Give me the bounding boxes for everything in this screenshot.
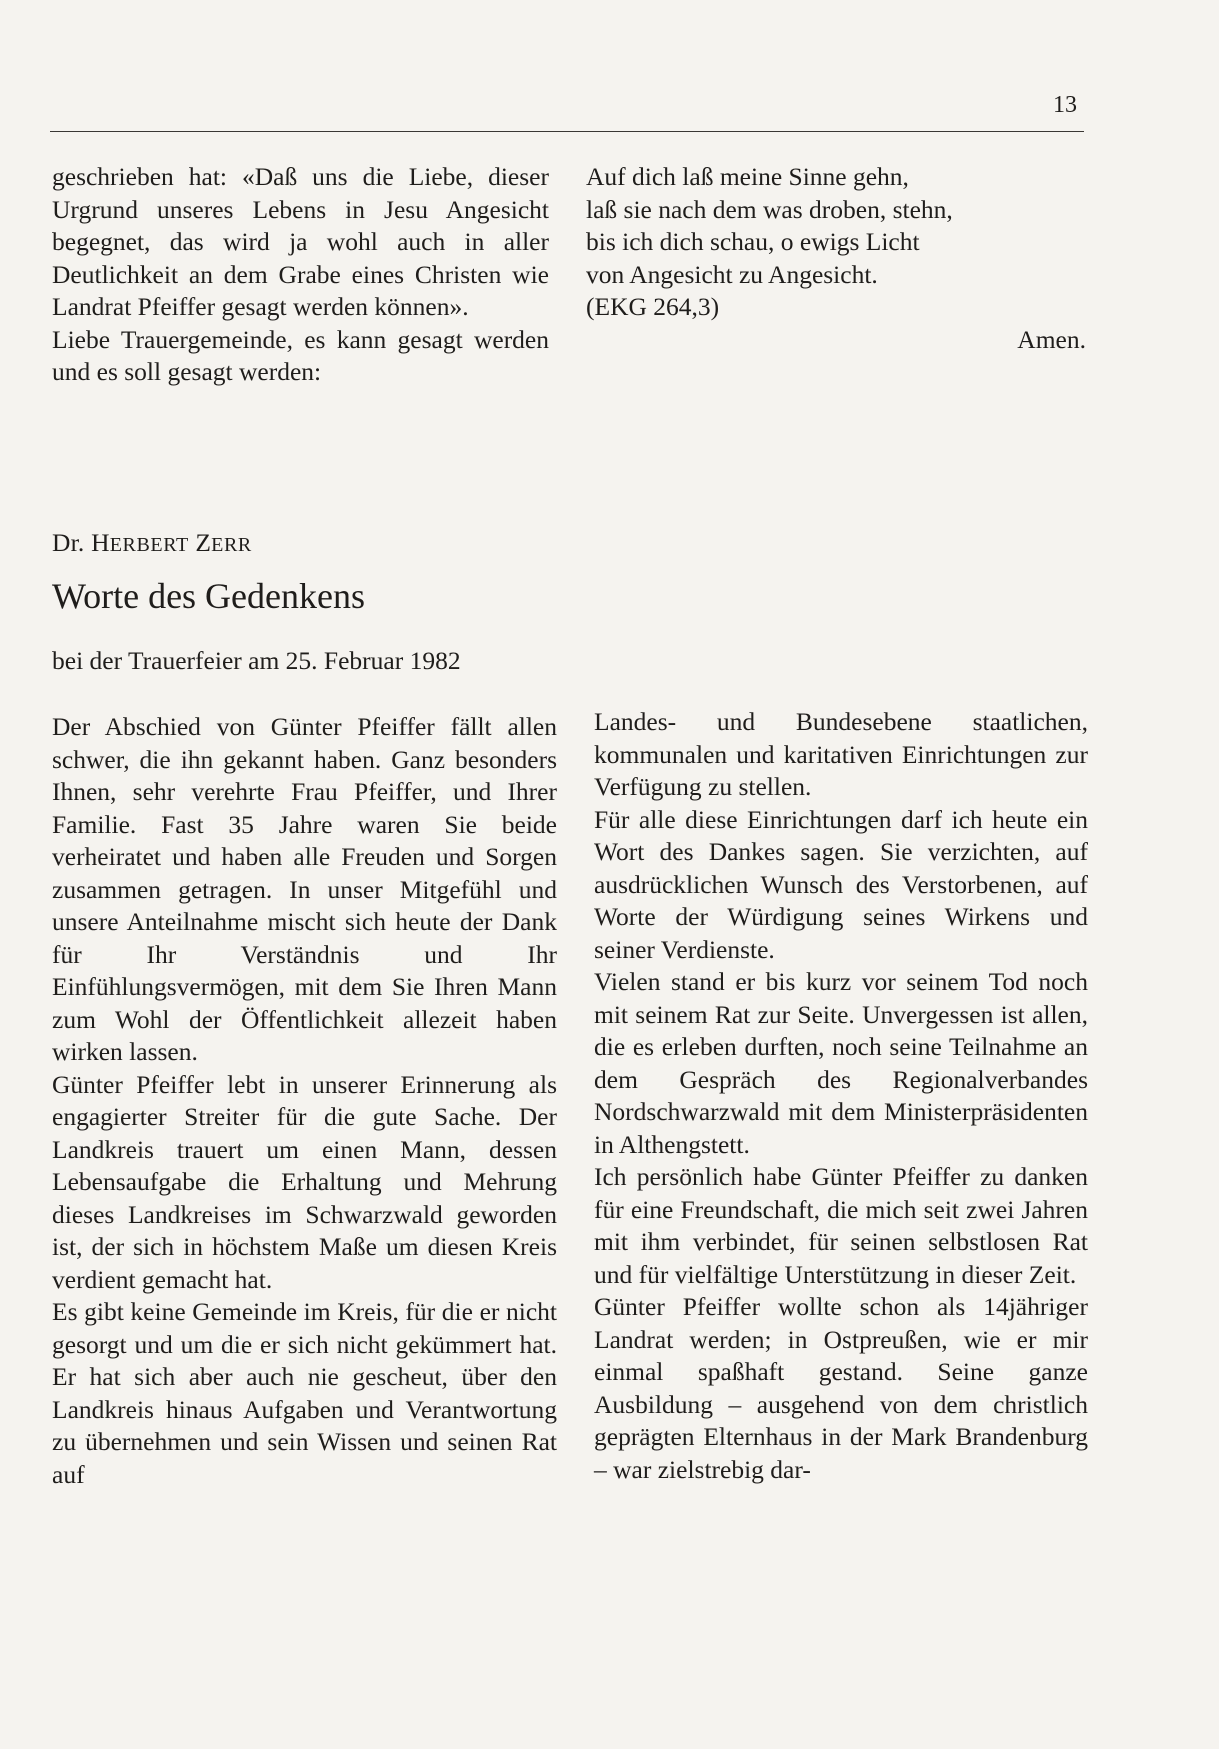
article-author — [52, 527, 252, 561]
quote-paragraph: geschrieben hat: «Daß uns die Liebe, dieser Urgrund unseres Lebens in Jesu Angesicht begegnet, das wird ja wohl auch in aller Deutlichkeit an dem Grabe eines Christen wie Landrat Pfeiffer gesagt werden können». — [52, 162, 549, 321]
left-column-top — [52, 161, 549, 389]
hymn-line: laß sie nach dem was droben, stehn, — [586, 194, 953, 224]
right-column-body — [594, 706, 1088, 1486]
body-paragraph: Landes- und Bundesebene staatlichen, kommunalen und karitativen Einrichtungen zur Verfügung zu stellen. — [594, 707, 1088, 801]
body-paragraph: Günter Pfeiffer wollte schon als 14jähriger Landrat werden; in Ostpreußen, wie er mir einmal spaßhaft gestand. Seine ganze Ausbildung – ausgehend von dem christlich geprägten Elternhaus in der Mark Brandenburg – war zielstrebig dar- — [594, 1292, 1088, 1484]
body-paragraph: Vielen stand er bis kurz vor seinem Tod noch mit seinem Rat zur Seite. Unvergessen ist allen, die es erleben durften, noch seine Teilnahme an dem Gespräch des Regionalverbandes Nordschwarzwald mit dem Ministerpräsidenten in Althengstett. — [594, 967, 1088, 1159]
body-paragraph: Es gibt keine Gemeinde im Kreis, für die er nicht gesorgt und um die er sich nicht gekümmert hat. Er hat sich aber auch nie gescheut, über den Landkreis hinaus Aufgaben und Verantwortung zu übernehmen und sein Wissen und seinen Rat auf — [52, 1297, 557, 1489]
author-last-name: ZERR — [195, 528, 252, 557]
body-paragraph: Ich persönlich habe Günter Pfeiffer zu danken für eine Freundschaft, die mich seit zwei Jahren mit ihm verbindet, für seinen selbstlosen Rat und für vielfältige Unterstützung in dieser Zeit. — [594, 1162, 1088, 1289]
article-title: Worte des Gedenkens — [52, 576, 365, 616]
body-paragraph: Für alle diese Einrichtungen darf ich heute ein Wort des Dankes sagen. Sie verzichten, auf ausdrücklichen Wunsch des Verstorbenen, auf Worte der Würdigung seines Wirkens und seiner Verdienste. — [594, 804, 1088, 964]
header-rule — [50, 131, 1084, 132]
hymn-reference: (EKG 264,3) — [586, 292, 720, 321]
right-column-top — [586, 161, 1086, 356]
body-paragraph: Günter Pfeiffer lebt in unserer Erinnerung als engagierter Streiter für die gute Sache. Der Landkreis trauert um einen Mann, dessen Lebensaufgabe die Erhaltung und Mehrung dieses Landkreises im Schwarzwald geworden ist, der sich in höchstem Maße um diesen Kreis verdient gemacht hat. — [52, 1069, 557, 1294]
hymn-line: bis ich dich schau, o ewigs Licht — [586, 227, 920, 256]
article-subtitle: bei der Trauerfeier am 25. Februar 1982 — [52, 646, 461, 675]
author-prefix: Dr. — [52, 528, 85, 557]
hymn-line: von Angesicht zu Angesicht. — [586, 259, 878, 289]
left-column-body — [52, 711, 557, 1491]
amen-closing: Amen. — [1017, 324, 1086, 354]
hymn-line: Auf dich laß meine Sinne gehn, — [586, 162, 909, 191]
body-paragraph: Der Abschied von Günter Pfeiffer fällt allen schwer, die ihn gekannt haben. Ganz besonders Ihnen, sehr verehrte Frau Pfeiffer, und Ihrer Familie. Fast 35 Jahre waren Sie beide verheiratet und haben alle Freuden und Sorgen zusammen getragen. In unser Mitgefühl und unsere Anteilnahme mischt sich heute der Dank für Ihr Verständnis und Ihr Einfühlungsvermögen, mit dem Sie Ihren Mann zum Wohl der Öffentlichkeit allezeit haben wirken lassen. — [52, 712, 557, 1066]
author-first-name: HERBERT — [91, 528, 189, 557]
address-paragraph: Liebe Trauergemeinde, es kann gesagt werden und es soll gesagt werden: — [52, 324, 549, 386]
page-number: 13 — [1053, 92, 1077, 118]
